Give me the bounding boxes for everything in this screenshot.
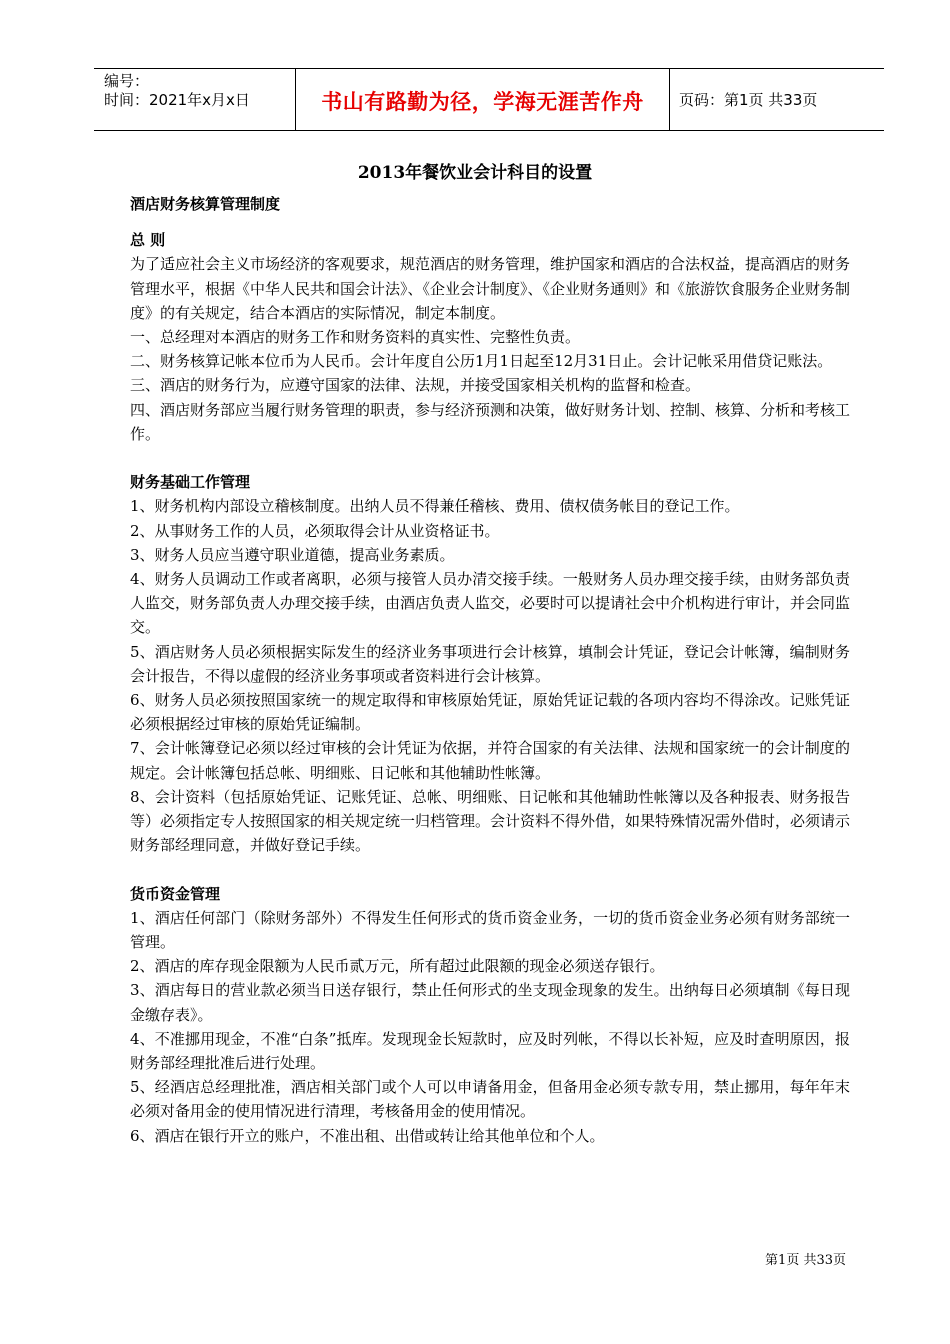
paragraph: 1、财务机构内部设立稽核制度。出纳人员不得兼任稽核、费用、债权债务帐目的登记工作。 <box>130 497 740 516</box>
document-body <box>130 192 850 1148</box>
page-header <box>94 68 884 131</box>
page-info: 页码：第1页 共33页 <box>679 91 818 109</box>
header-motto-cell <box>295 69 670 130</box>
spacer <box>130 857 850 881</box>
paragraph: 为了适应社会主义市场经济的客观要求，规范酒店的财务管理，维护国家和酒店的合法权益，提高酒店的财务管理水平，根据《中华人民共和国会计法》、《企业会计制度》、《企业财务通则》和《旅游饮食服务企业财务制度》的有关规定，结合本酒店的实际情况，制定本制度。 <box>130 255 851 322</box>
paragraph: 8、会计资料（包括原始凭证、记账凭证、总帐、明细账、日记帐和其他辅助性帐簿以及各种报表、财务报告等）必须指定专人按照国家的相关规定统一归档管理。会计资料不得外借，如果特殊情况需外借时，必须请示财务部经理同意，并做好登记手续。 <box>130 787 851 855</box>
paragraph: 2、酒店的库存现金限额为人民币贰万元，所有超过此限额的现金必须送存银行。 <box>130 957 665 976</box>
paragraph: 一、总经理对本酒店的财务工作和财务资料的真实性、完整性负责。 <box>130 328 581 347</box>
spacer <box>130 446 850 470</box>
paragraph: 1、酒店任何部门（除财务部外）不得发生任何形式的货币资金业务，一切的货币资金业务必须有财务部统一管理。 <box>130 908 850 952</box>
section-heading-cash: 货币资金管理 <box>130 884 221 903</box>
spacer <box>130 216 850 228</box>
paragraph: 4、财务人员调动工作或者离职，必须与接管人员办清交接手续。一般财务人员办理交接手续，由财务部负责人监交，财务部负责人办理交接手续，由酒店负责人监交，必要时可以提请社会中介机构进行审计，并会同监交。 <box>130 570 851 637</box>
paragraph: 4、不准挪用现金，不准“白条”抵库。发现现金长短款时，应及时列帐，不得以长补短，应及时查明原因，报财务部经理批准后进行处理。 <box>130 1029 850 1073</box>
paragraph: 6、财务人员必须按照国家统一的规定取得和审核原始凭证，原始凭证记载的各项内容均不得涂改。记账凭证必须根据经过审核的原始凭证编制。 <box>130 691 850 734</box>
paragraph: 3、财务人员应当遵守职业道德，提高业务素质。 <box>130 545 455 564</box>
paragraph: 2、从事财务工作的人员，必须取得会计从业资格证书。 <box>130 521 500 540</box>
section-heading-general: 总 则 <box>130 231 166 250</box>
paragraph: 5、酒店财务人员必须根据实际发生的经济业务事项进行会计核算，填制会计凭证，登记会计帐簿，编制财务会计报告，不得以虚假的经济业务事项或者资料进行会计核算。 <box>130 642 850 685</box>
paragraph: 5、经酒店总经理批准，酒店相关部门或个人可以申请备用金，但备用金必须专款专用，禁止挪用，每年年末必须对备用金的使用情况进行清理，考核备用金的使用情况。 <box>130 1078 850 1121</box>
paragraph: 四、酒店财务部应当履行财务管理的职责，参与经济预测和决策，做好财务计划、控制、核算、分析和考核工作。 <box>130 400 851 443</box>
document-title: 2013年餐饮业会计科目的设置 <box>357 163 593 183</box>
motto: 书山有路勤为径，学海无涯苦作舟 <box>321 90 644 114</box>
paragraph: 二、财务核算记帐本位币为人民币。会计年度自公历1月1日起至12月31日止。会计记帐采用借贷记账法。 <box>130 352 833 371</box>
time-line: 时间：2021年x月x日 <box>104 91 250 109</box>
header-meta-cell <box>94 69 295 130</box>
paragraph: 6、酒店在银行开立的账户，不准出租、出借或转让给其他单位和个人。 <box>130 1126 605 1145</box>
number-label: 编号： <box>104 72 150 90</box>
page-footer: 第1页 共33页 <box>765 1253 846 1268</box>
section-heading-basic: 财务基础工作管理 <box>130 473 251 492</box>
paragraph: 7、会计帐簿登记必须以经过审核的会计凭证为依据，并符合国家的有关法律、法规和国家统一的会计制度的规定。会计帐簿包括总帐、明细账、日记帐和其他辅助性帐簿。 <box>130 739 850 782</box>
document-subtitle: 酒店财务核算管理制度 <box>130 195 281 213</box>
paragraph: 三、酒店的财务行为，应遵守国家的法律、法规，并接受国家相关机构的监督和检查。 <box>130 376 701 395</box>
header-page-cell <box>669 69 884 130</box>
paragraph: 3、酒店每日的营业款必须当日送存银行，禁止任何形式的坐支现金现象的发生。出纳每日必须填制《每日现金缴存表》。 <box>130 981 850 1024</box>
